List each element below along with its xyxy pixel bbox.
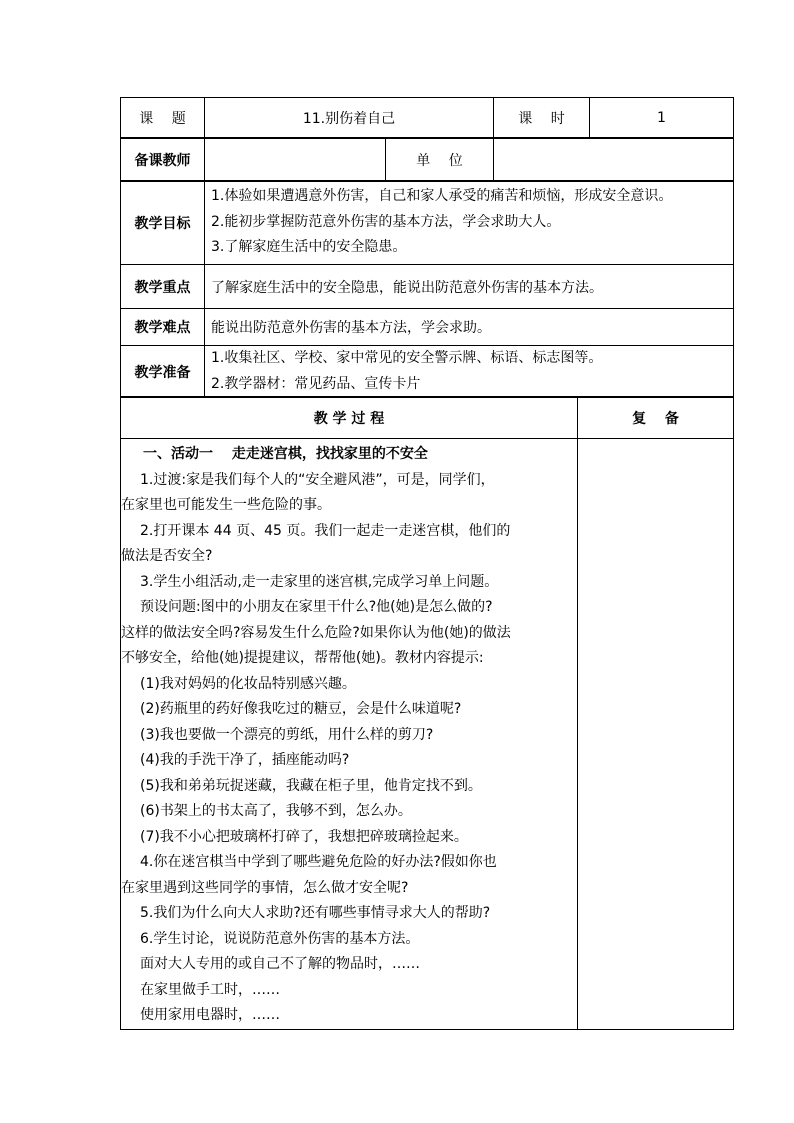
process-line: (2)药瓶里的药好像我吃过的糖豆，会是什么味道呢? [140, 701, 462, 717]
process-line: (4)我的手洗干净了，插座能动吗? [140, 752, 350, 768]
period-label: 课 时 [494, 98, 590, 139]
preparation-content [205, 346, 734, 398]
objective-line: 3.了解家庭生活中的安全隐患。 [211, 239, 407, 256]
unit-value [494, 138, 734, 182]
objectives-content [205, 181, 734, 265]
unit-label: 单 位 [386, 138, 494, 182]
objectives-label: 教学目标 [121, 181, 205, 265]
process-line: 1.过渡:家是我们每个人的“安全避风港”，可是，同学们， [140, 471, 495, 488]
objective-line: 2.能初步掌握防范意外伤害的基本方法，学会求助大人。 [211, 213, 561, 230]
activity-heading: 一、活动一 走走迷宫棋，找找家里的不安全 [143, 446, 428, 462]
process-line: (6)书架上的书太高了，我够不到，怎么办。 [140, 803, 412, 819]
header-row-1 [120, 97, 734, 139]
period-value: 1 [590, 98, 734, 139]
process-line: 在家里做手工时，…… [140, 981, 280, 998]
header-row-2 [120, 137, 734, 182]
objective-line: 1.体验如果遭遇意外伤害，自己和家人承受的痛苦和烦恼，形成安全意识。 [211, 188, 673, 205]
process-line: 5.我们为什么向大人求助?还有哪些事情寻求大人的帮助? [140, 905, 491, 921]
process-line: 面对大人专用的或自己不了解的物品时，…… [140, 956, 420, 972]
process-line: 做法是否安全? [121, 548, 213, 564]
lesson-info-table [120, 180, 734, 398]
difficulties-label: 教学难点 [121, 309, 205, 346]
process-line: (5)我和弟弟玩捉迷藏，我藏在柜子里，他肯定找不到。 [140, 777, 482, 794]
review-content [578, 439, 734, 1030]
topic-label: 课 题 [121, 98, 205, 139]
process-line: 这样的做法安全吗?容易发生什么危险?如果你认为他(她)的做法 [121, 624, 511, 641]
process-line: 3.学生小组活动,走一走家里的迷宫棋,完成学习单上问题。 [140, 573, 499, 590]
process-line: 在家里遇到这些同学的事情，怎么做才安全呢? [121, 879, 409, 896]
process-line: 在家里也可能发生一些危险的事。 [121, 497, 331, 513]
process-line: 2.打开课本 44 页、45 页。我们一起走一走迷宫棋，他们的 [140, 522, 511, 539]
process-line: 使用家用电器时，…… [140, 1007, 280, 1023]
process-line: (7)我不小心把玻璃杯打碎了，我想把碎玻璃捡起来。 [140, 828, 468, 845]
process-line: 4.你在迷宫棋当中学到了哪些避免危险的好办法?假如你也 [140, 854, 497, 870]
process-header: 教 学 过 程 [121, 397, 578, 439]
key-points-label: 教学重点 [121, 265, 205, 309]
process-line: 预设问题:图中的小朋友在家里干什么?他(她)是怎么做的? [140, 599, 493, 615]
preparation-line: 2.教学器材：常见药品、宣传卡片 [211, 375, 421, 392]
process-line: (1)我对妈妈的化妆品特别感兴趣。 [140, 675, 356, 692]
teacher-value [205, 138, 386, 182]
difficulties-text: 能说出防范意外伤害的基本方法，学会求助。 [205, 309, 734, 346]
preparation-line: 1.收集社区、学校、家中常见的安全警示牌、标语、标志图等。 [211, 350, 603, 366]
process-line: 不够安全，给他(她)提提建议，帮帮他(她)。教材内容提示: [121, 650, 484, 666]
teacher-label: 备课教师 [121, 138, 205, 182]
process-content [121, 439, 578, 1030]
topic-value: 11.别伤着自己 [205, 98, 494, 139]
key-points-text: 了解家庭生活中的安全隐患，能说出防范意外伤害的基本方法。 [205, 265, 734, 309]
review-header: 复 备 [578, 397, 734, 439]
preparation-label: 教学准备 [121, 346, 205, 398]
process-line: (3)我也要做一个漂亮的剪纸，用什么样的剪刀? [140, 726, 434, 743]
process-line: 6.学生讨论，说说防范意外伤害的基本方法。 [140, 930, 420, 947]
process-table [120, 396, 734, 1030]
